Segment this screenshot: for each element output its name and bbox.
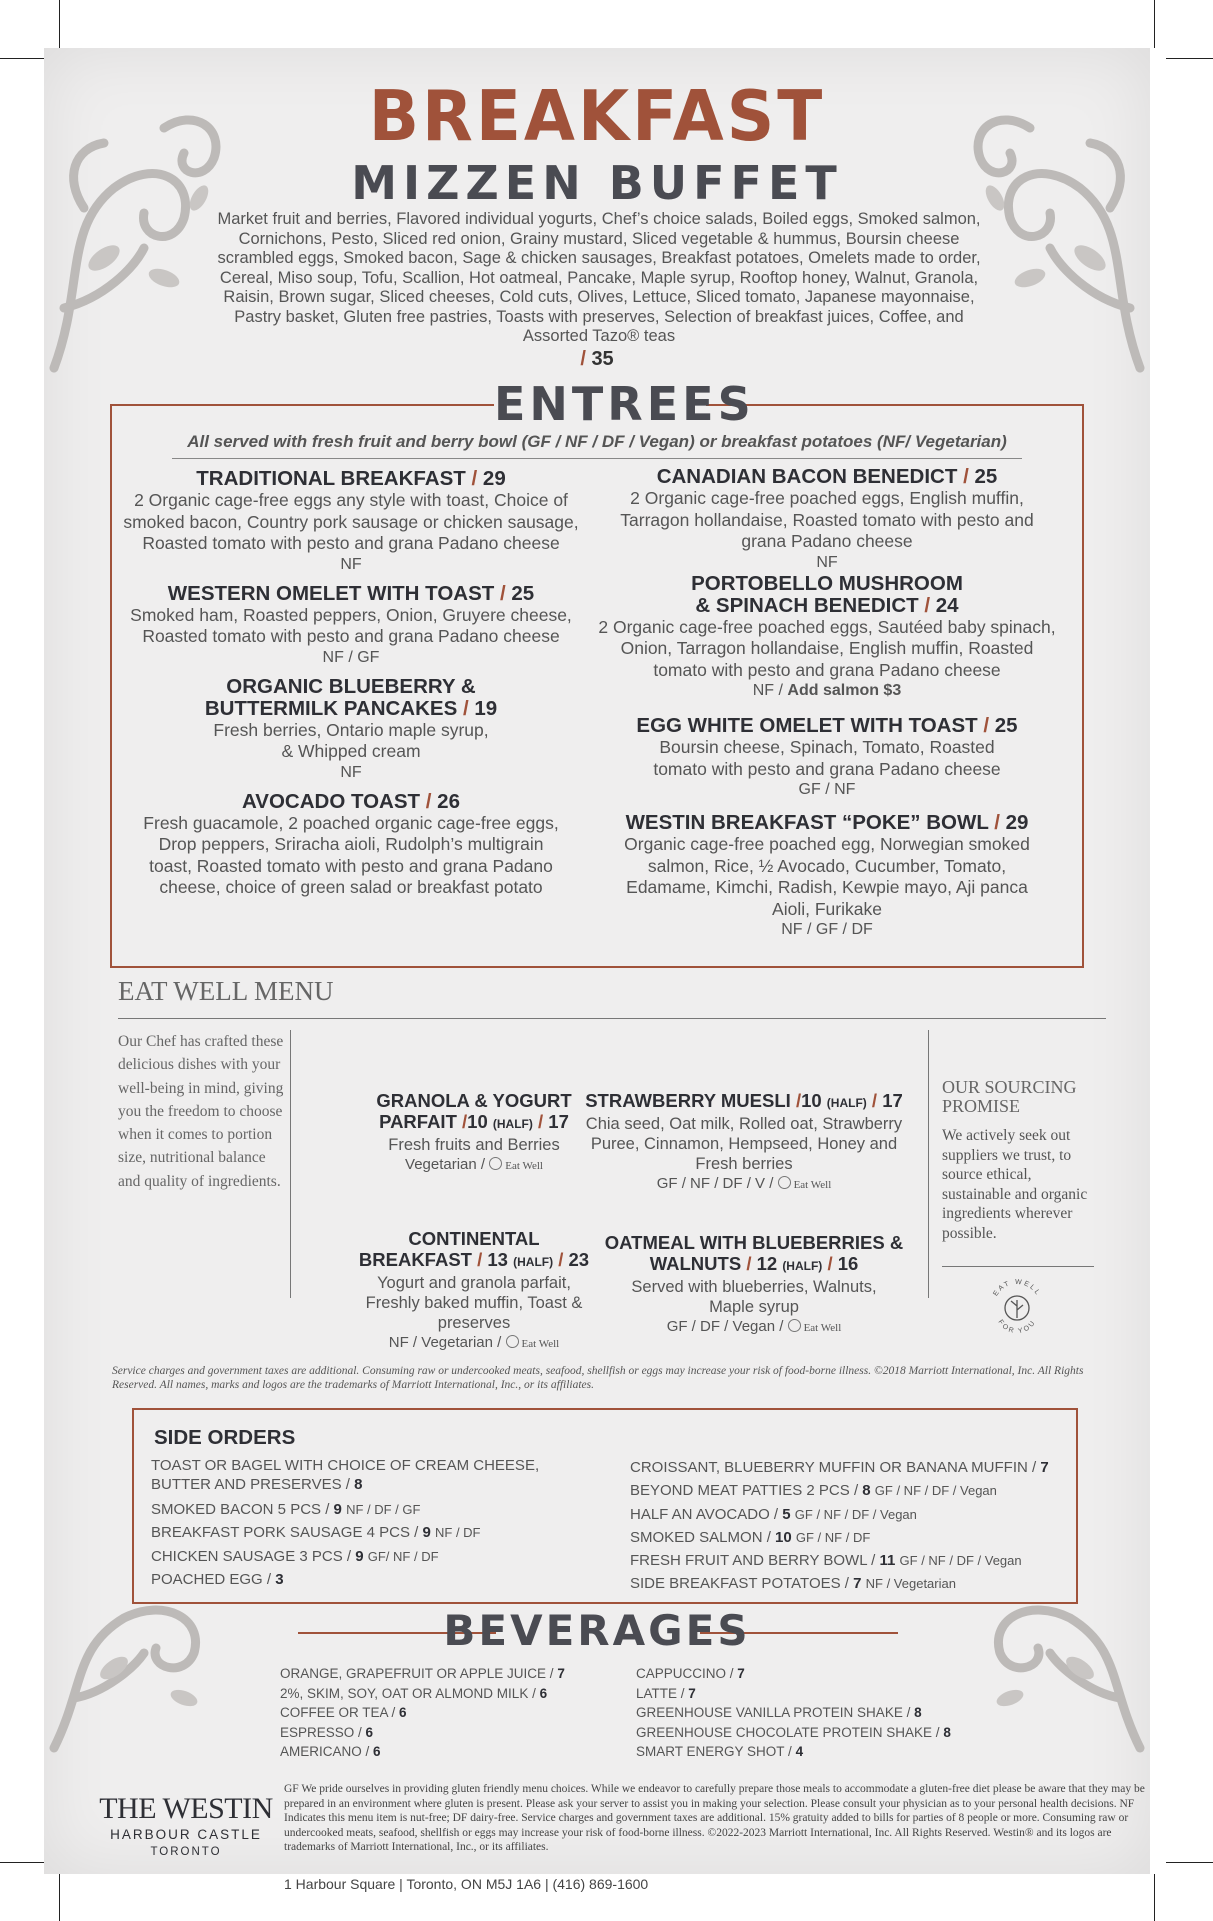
beverage-item: SMART ENERGY SHOT / 4 bbox=[636, 1744, 804, 1759]
item-description: Boursin cheese, Spinach, Tomato, Roasted tomato with pesto and grana Padano cheese bbox=[653, 737, 1001, 779]
item-price: 24 bbox=[935, 593, 959, 617]
side-orders-left bbox=[151, 1456, 571, 1591]
menu-item: ORGANIC BLUEBERRY & BUTTERMILK PANCAKES / 19 Fresh berries, Ontario maple syrup, & Whipped cream NF bbox=[116, 676, 586, 783]
item-dietary-tags: NF / bbox=[752, 682, 783, 699]
svg-text:EAT WELL bbox=[992, 1279, 1041, 1298]
eat-well-item: CONTINENTAL BREAKFAST / 13 (HALF) / 23 Yogurt and granola parfait, Freshly baked muffin, Toast & preserves NF / Vegetarian / Eat Well bbox=[294, 1228, 654, 1354]
item-price: 17 bbox=[882, 1090, 903, 1111]
item-price: 29 bbox=[482, 467, 506, 490]
entrees-right-column bbox=[592, 466, 1062, 948]
eat-well-title: EAT WELL MENU bbox=[118, 976, 334, 1006]
item-dietary-tags: NF bbox=[340, 555, 362, 573]
side-item: SMOKED BACON 5 PCS / 9 NF / DF / GF bbox=[151, 1501, 421, 1518]
divider bbox=[942, 1266, 1094, 1267]
item-description: 2 Organic cage-free poached eggs, English muffin, Tarragon hollandaise, Roasted tomato with pesto and grana Padano cheese bbox=[620, 488, 1034, 551]
item-dietary-tags: GF / NF / DF / V / bbox=[656, 1175, 774, 1192]
crop-mark bbox=[59, 0, 60, 48]
side-item: TOAST OR BAGEL WITH CHOICE OF CREAM CHEESE, BUTTER AND PRESERVES / 8 bbox=[151, 1457, 540, 1493]
buffet-price-value: 35 bbox=[591, 348, 614, 370]
hotel-address: 1 Harbour Square | Toronto, ON M5J 1A6 | (416) 869-1600 bbox=[284, 1876, 649, 1892]
crop-mark bbox=[1154, 1874, 1155, 1921]
item-name: PORTOBELLO MUSHROOM & SPINACH BENEDICT bbox=[691, 571, 963, 617]
eat-well-intro: Our Chef has crafted these delicious dishes with your well-being in mind, giving you the freedom to choose when it comes to portion size, nutritional balance and quality of ingredients. bbox=[118, 1033, 284, 1190]
item-name: STRAWBERRY MUESLI bbox=[585, 1090, 791, 1111]
eat-well-leaf-icon bbox=[778, 1176, 791, 1189]
side-item: CROISSANT, BLUEBERRY MUFFIN OR BANANA MUFFIN / 7 bbox=[630, 1459, 1049, 1476]
entrees-left-column bbox=[116, 468, 586, 907]
item-name: WESTIN BREAKFAST “POKE” BOWL bbox=[625, 811, 989, 834]
menu-title: BREAKFAST bbox=[368, 76, 826, 157]
item-name: EGG WHITE OMELET WITH TOAST bbox=[636, 714, 978, 737]
eat-well-item: GRANOLA & YOGURT PARFAIT /10 (HALF) / 17 Fresh fruits and Berries Vegetarian / Eat Well bbox=[294, 1090, 654, 1176]
item-description: Served with blueberries, Walnuts, Maple syrup bbox=[631, 1278, 877, 1316]
buffet-title: MIZZEN BUFFET bbox=[351, 156, 843, 210]
item-dietary-tags: NF / GF / DF bbox=[781, 921, 873, 938]
sourcing-title: OUR SOURCING PROMISE bbox=[942, 1077, 1077, 1116]
item-description: Fresh guacamole, 2 poached organic cage-free eggs, Drop peppers, Sriracha aioli, Rudolph’s multigrain toast, Roasted tomato with pesto and grana Padano cheese, choice of green salad or breakfast potato bbox=[143, 812, 559, 897]
item-description: Fresh berries, Ontario maple syrup, & Whipped cream bbox=[213, 719, 489, 761]
side-item: CHICKEN SAUSAGE 3 PCS / 9 GF/ NF / DF bbox=[151, 1547, 439, 1565]
eat-well-item: STRAWBERRY MUESLI /10 (HALF) / 17 Chia seed, Oat milk, Rolled oat, Strawberry Puree, Cinnamon, Hempseed, Honey and Fresh berries GF / NF / DF / V / Eat Well bbox=[564, 1090, 924, 1195]
item-name: OATMEAL WITH BLUEBERRIES & WALNUTS bbox=[604, 1232, 904, 1274]
item-price: 16 bbox=[837, 1253, 859, 1274]
side-item: POACHED EGG / 3 bbox=[151, 1570, 284, 1588]
westin-logo bbox=[88, 1792, 284, 1860]
item-price: 23 bbox=[568, 1249, 590, 1270]
disclaimer-top: Service charges and government taxes are additional. Consuming raw or undercooked meats, seafood, shellfish or eggs may increase your risk of food-borne illness. ©2018 Marriott International, Inc. All Rights Reserved. All names, marks and logos are the trademarks of Marriott International, Inc., or its affiliates. bbox=[112, 1365, 1084, 1391]
item-dietary-tags: Vegetarian / bbox=[405, 1156, 486, 1173]
divider bbox=[928, 1030, 929, 1298]
divider bbox=[172, 458, 1022, 459]
item-price: 26 bbox=[437, 789, 460, 813]
item-dietary-tags: NF / GF bbox=[322, 648, 380, 666]
item-dietary-tags: GF / DF / Vegan / bbox=[666, 1318, 784, 1335]
menu-page bbox=[44, 48, 1150, 1892]
beverage-item: ORANGE, GRAPEFRUIT OR APPLE JUICE / 7 bbox=[280, 1666, 565, 1681]
divider bbox=[290, 1030, 291, 1298]
beverage-item: GREENHOUSE VANILLA PROTEIN SHAKE / 8 bbox=[636, 1705, 922, 1720]
crop-mark bbox=[1154, 0, 1155, 48]
item-name: TRADITIONAL BREAKFAST bbox=[196, 467, 466, 490]
side-item: SMOKED SALMON / 10 GF / NF / DF bbox=[630, 1528, 871, 1546]
menu-item: AVOCADO TOAST / 26 Fresh guacamole, 2 poached organic cage-free eggs, Drop peppers, Sriracha aioli, Rudolph’s multigrain toast, Roasted tomato with pesto and grana Padano cheese, choice of green salad or breakfast potato bbox=[116, 791, 586, 899]
item-price: 19 bbox=[474, 696, 498, 720]
add-salmon-option: Add salmon $3 bbox=[787, 682, 902, 699]
item-description: 2 Organic cage-free poached eggs, Sautéed baby spinach, Onion, Tarragon hollandaise, English muffin, Roasted tomato with pesto and grana Padano cheese bbox=[598, 616, 1056, 680]
item-name: ORGANIC BLUEBERRY & BUTTERMILK PANCAKES bbox=[204, 674, 476, 720]
beverages-title: BEVERAGES bbox=[443, 1606, 751, 1655]
eat-well-leaf-icon bbox=[788, 1319, 801, 1332]
item-name: GRANOLA & YOGURT PARFAIT bbox=[376, 1090, 572, 1132]
eat-well-leaf-icon bbox=[506, 1335, 519, 1348]
entrees-note: All served with fresh fruit and berry bowl (GF / NF / DF / Vegan) or breakfast potatoes (NF/ Vegetarian) bbox=[187, 432, 1007, 451]
entrees-title: ENTREES bbox=[494, 377, 755, 431]
beverage-item: COFFEE OR TEA / 6 bbox=[280, 1705, 407, 1720]
item-dietary-tags: NF / Vegetarian / bbox=[388, 1334, 502, 1351]
beverages-left bbox=[280, 1664, 600, 1762]
item-name: CONTINENTAL BREAKFAST bbox=[358, 1228, 540, 1270]
crop-mark bbox=[59, 1874, 60, 1921]
beverage-item: 2%, SKIM, SOY, OAT OR ALMOND MILK / 6 bbox=[280, 1685, 548, 1701]
logo-property: HARBOUR CASTLE bbox=[110, 1827, 262, 1842]
item-name: WESTERN OMELET WITH TOAST bbox=[167, 581, 495, 605]
beverage-item: CAPPUCCINO / 7 bbox=[636, 1666, 745, 1681]
item-description: Chia seed, Oat milk, Rolled oat, Strawberry Puree, Cinnamon, Hempseed, Honey and Fresh berries bbox=[585, 1115, 903, 1173]
beverage-item: LATTE / 7 bbox=[636, 1685, 696, 1701]
side-orders-title: SIDE ORDERS bbox=[154, 1426, 296, 1449]
sourcing-text: We actively seek out suppliers we trust, to source ethical, sustainable and organic ingredients wherever possible. bbox=[942, 1127, 1088, 1242]
side-orders-right bbox=[630, 1456, 1060, 1596]
menu-item: WESTIN BREAKFAST “POKE” BOWL / 29 Organic cage-free poached egg, Norwegian smoked salmon, Rice, ½ Avocado, Cucumber, Tomato, Edamame, Kimchi, Radish, Kewpie mayo, Aji panca Aioli, Furikake NF / GF / DF bbox=[592, 812, 1062, 940]
svg-text:FOR YOU bbox=[996, 1319, 1037, 1335]
side-item: HALF AN AVOCADO / 5 GF / NF / DF / Vegan bbox=[630, 1505, 917, 1523]
crop-mark bbox=[0, 58, 44, 59]
disclaimer-bottom: GF We pride ourselves in providing gluten friendly menu choices. While we endeavor to carefully prepare those meals to accommodate a gluten-free diet please be aware that they may be prepared in an environment where gluten is present. Please ask your server to assist you in making your selection. Please consult your physician as to your personal health decisions. NF Indicates this menu item is nut-free; DF dairy-free. Service charges and government taxes are additional. 15% gratuity added to bills for parties of 8 people or more. Consuming raw or undercooked meats, seafood, shellfish or eggs may increase your risk of food-borne illness. ©2022-2023 Marriott International, Inc. All Rights Reserved. Westin® and its logos are trademarks of Marriott International, Inc., or its affiliates. bbox=[284, 1783, 1145, 1853]
badge-top-text: EAT WELL bbox=[992, 1278, 1042, 1298]
item-description: Fresh fruits and Berries bbox=[388, 1136, 560, 1154]
logo-city: TORONTO bbox=[150, 1846, 222, 1858]
item-price: 29 bbox=[1005, 811, 1029, 834]
item-description: Organic cage-free poached egg, Norwegian smoked salmon, Rice, ½ Avocado, Cucumber, Tomato, Edamame, Kimchi, Radish, Kewpie mayo, Aji panca Aioli, Furikake bbox=[624, 834, 1030, 919]
beverages-right bbox=[636, 1664, 996, 1762]
crop-mark bbox=[1166, 1862, 1213, 1863]
side-item: BEYOND MEAT PATTIES 2 PCS / 8 GF / NF / DF / Vegan bbox=[630, 1482, 997, 1500]
item-price: 25 bbox=[511, 581, 535, 605]
crop-mark bbox=[1166, 58, 1213, 59]
buffet-price: / 35 bbox=[580, 348, 614, 370]
badge-bottom-text: FOR YOU bbox=[996, 1318, 1038, 1336]
item-price: 25 bbox=[994, 714, 1018, 737]
buffet-description: Market fruit and berries, Flavored individual yogurts, Chef’s choice salads, Boiled eggs, Smoked salmon, Cornichons, Pesto, Sliced red onion, Grainy mustard, Sliced vegetable & hummus, Boursin cheese scrambled eggs, Smoked bacon, Sage & chicken sausages, Breakfast potatoes, Omelets made to order, Cereal, Miso soup, Tofu, Scallion, Hot oatmeal, Pancake, Maple syrup, Rooftop honey, Walnut, Granola, Raisin, Brown sugar, Sliced cheeses, Cold cuts, Olives, Lettuce, Sliced tomato, Japanese mayonnaise, Pastry basket, Gluten free pastries, Toasts with preserves, Selection of breakfast juices, Coffee, and Assorted Tazo® teas bbox=[217, 210, 981, 345]
item-dietary-tags: NF bbox=[340, 763, 362, 781]
divider bbox=[118, 1018, 1106, 1019]
item-name: AVOCADO TOAST bbox=[242, 789, 421, 813]
beverage-item: GREENHOUSE CHOCOLATE PROTEIN SHAKE / 8 bbox=[636, 1724, 951, 1740]
beverage-item: AMERICANO / 6 bbox=[280, 1744, 381, 1759]
eat-well-item: OATMEAL WITH BLUEBERRIES & WALNUTS / 12 (HALF) / 16 Served with blueberries, Walnuts, Maple syrup GF / DF / Vegan / Eat Well bbox=[584, 1232, 924, 1338]
menu-item: WESTERN OMELET WITH TOAST / 25 Smoked ham, Roasted peppers, Onion, Gruyere cheese, Roasted tomato with pesto and grana Padano cheese NF / GF bbox=[116, 583, 586, 668]
menu-item: CANADIAN BACON BENEDICT / 25 2 Organic cage-free poached eggs, English muffin, Tarragon hollandaise, Roasted tomato with pesto and grana Padano cheese NF bbox=[592, 466, 1062, 573]
item-name: CANADIAN BACON BENEDICT bbox=[656, 465, 958, 488]
item-price: 17 bbox=[548, 1111, 569, 1132]
side-item: BREAKFAST PORK SAUSAGE 4 PCS / 9 NF / DF bbox=[151, 1524, 481, 1542]
side-item: SIDE BREAKFAST POTATOES / 7 NF / Vegetarian bbox=[630, 1575, 956, 1593]
eat-well-leaf-icon bbox=[489, 1157, 502, 1170]
logo-brand: THE WESTIN bbox=[99, 1792, 273, 1825]
item-dietary-tags: NF bbox=[816, 553, 838, 571]
menu-item: EGG WHITE OMELET WITH TOAST / 25 Boursin cheese, Spinach, Tomato, Roasted tomato with pesto and grana Padano cheese GF / NF bbox=[592, 715, 1062, 800]
menu-item: PORTOBELLO MUSHROOM & SPINACH BENEDICT / 24 2 Organic cage-free poached eggs, Sautéed baby spinach, Onion, Tarragon hollandaise, English muffin, Roasted tomato with pesto and grana Padano cheese NF / Add salmon $3 bbox=[592, 573, 1062, 702]
item-description: Yogurt and granola parfait, Freshly baked muffin, Toast & preserves bbox=[365, 1274, 583, 1332]
beverage-item: ESPRESSO / 6 bbox=[280, 1724, 374, 1740]
item-price: 25 bbox=[974, 465, 998, 488]
eat-well-badge-icon bbox=[982, 1272, 1052, 1342]
side-item: FRESH FRUIT AND BERRY BOWL / 11 GF / NF / DF / Vegan bbox=[630, 1552, 1022, 1570]
item-description: 2 Organic cage-free eggs any style with toast, Choice of smoked bacon, Country pork sausage or chicken sausage, Roasted tomato with pesto and grana Padano cheese bbox=[123, 490, 579, 553]
item-dietary-tags: GF / NF bbox=[798, 781, 856, 798]
crop-mark bbox=[0, 1862, 44, 1863]
item-description: Smoked ham, Roasted peppers, Onion, Gruyere cheese, Roasted tomato with pesto and grana Padano cheese bbox=[130, 604, 572, 646]
menu-item: TRADITIONAL BREAKFAST / 29 2 Organic cage-free eggs any style with toast, Choice of smoked bacon, Country pork sausage or chicken sausage, Roasted tomato with pesto and grana Padano cheese NF bbox=[116, 468, 586, 575]
